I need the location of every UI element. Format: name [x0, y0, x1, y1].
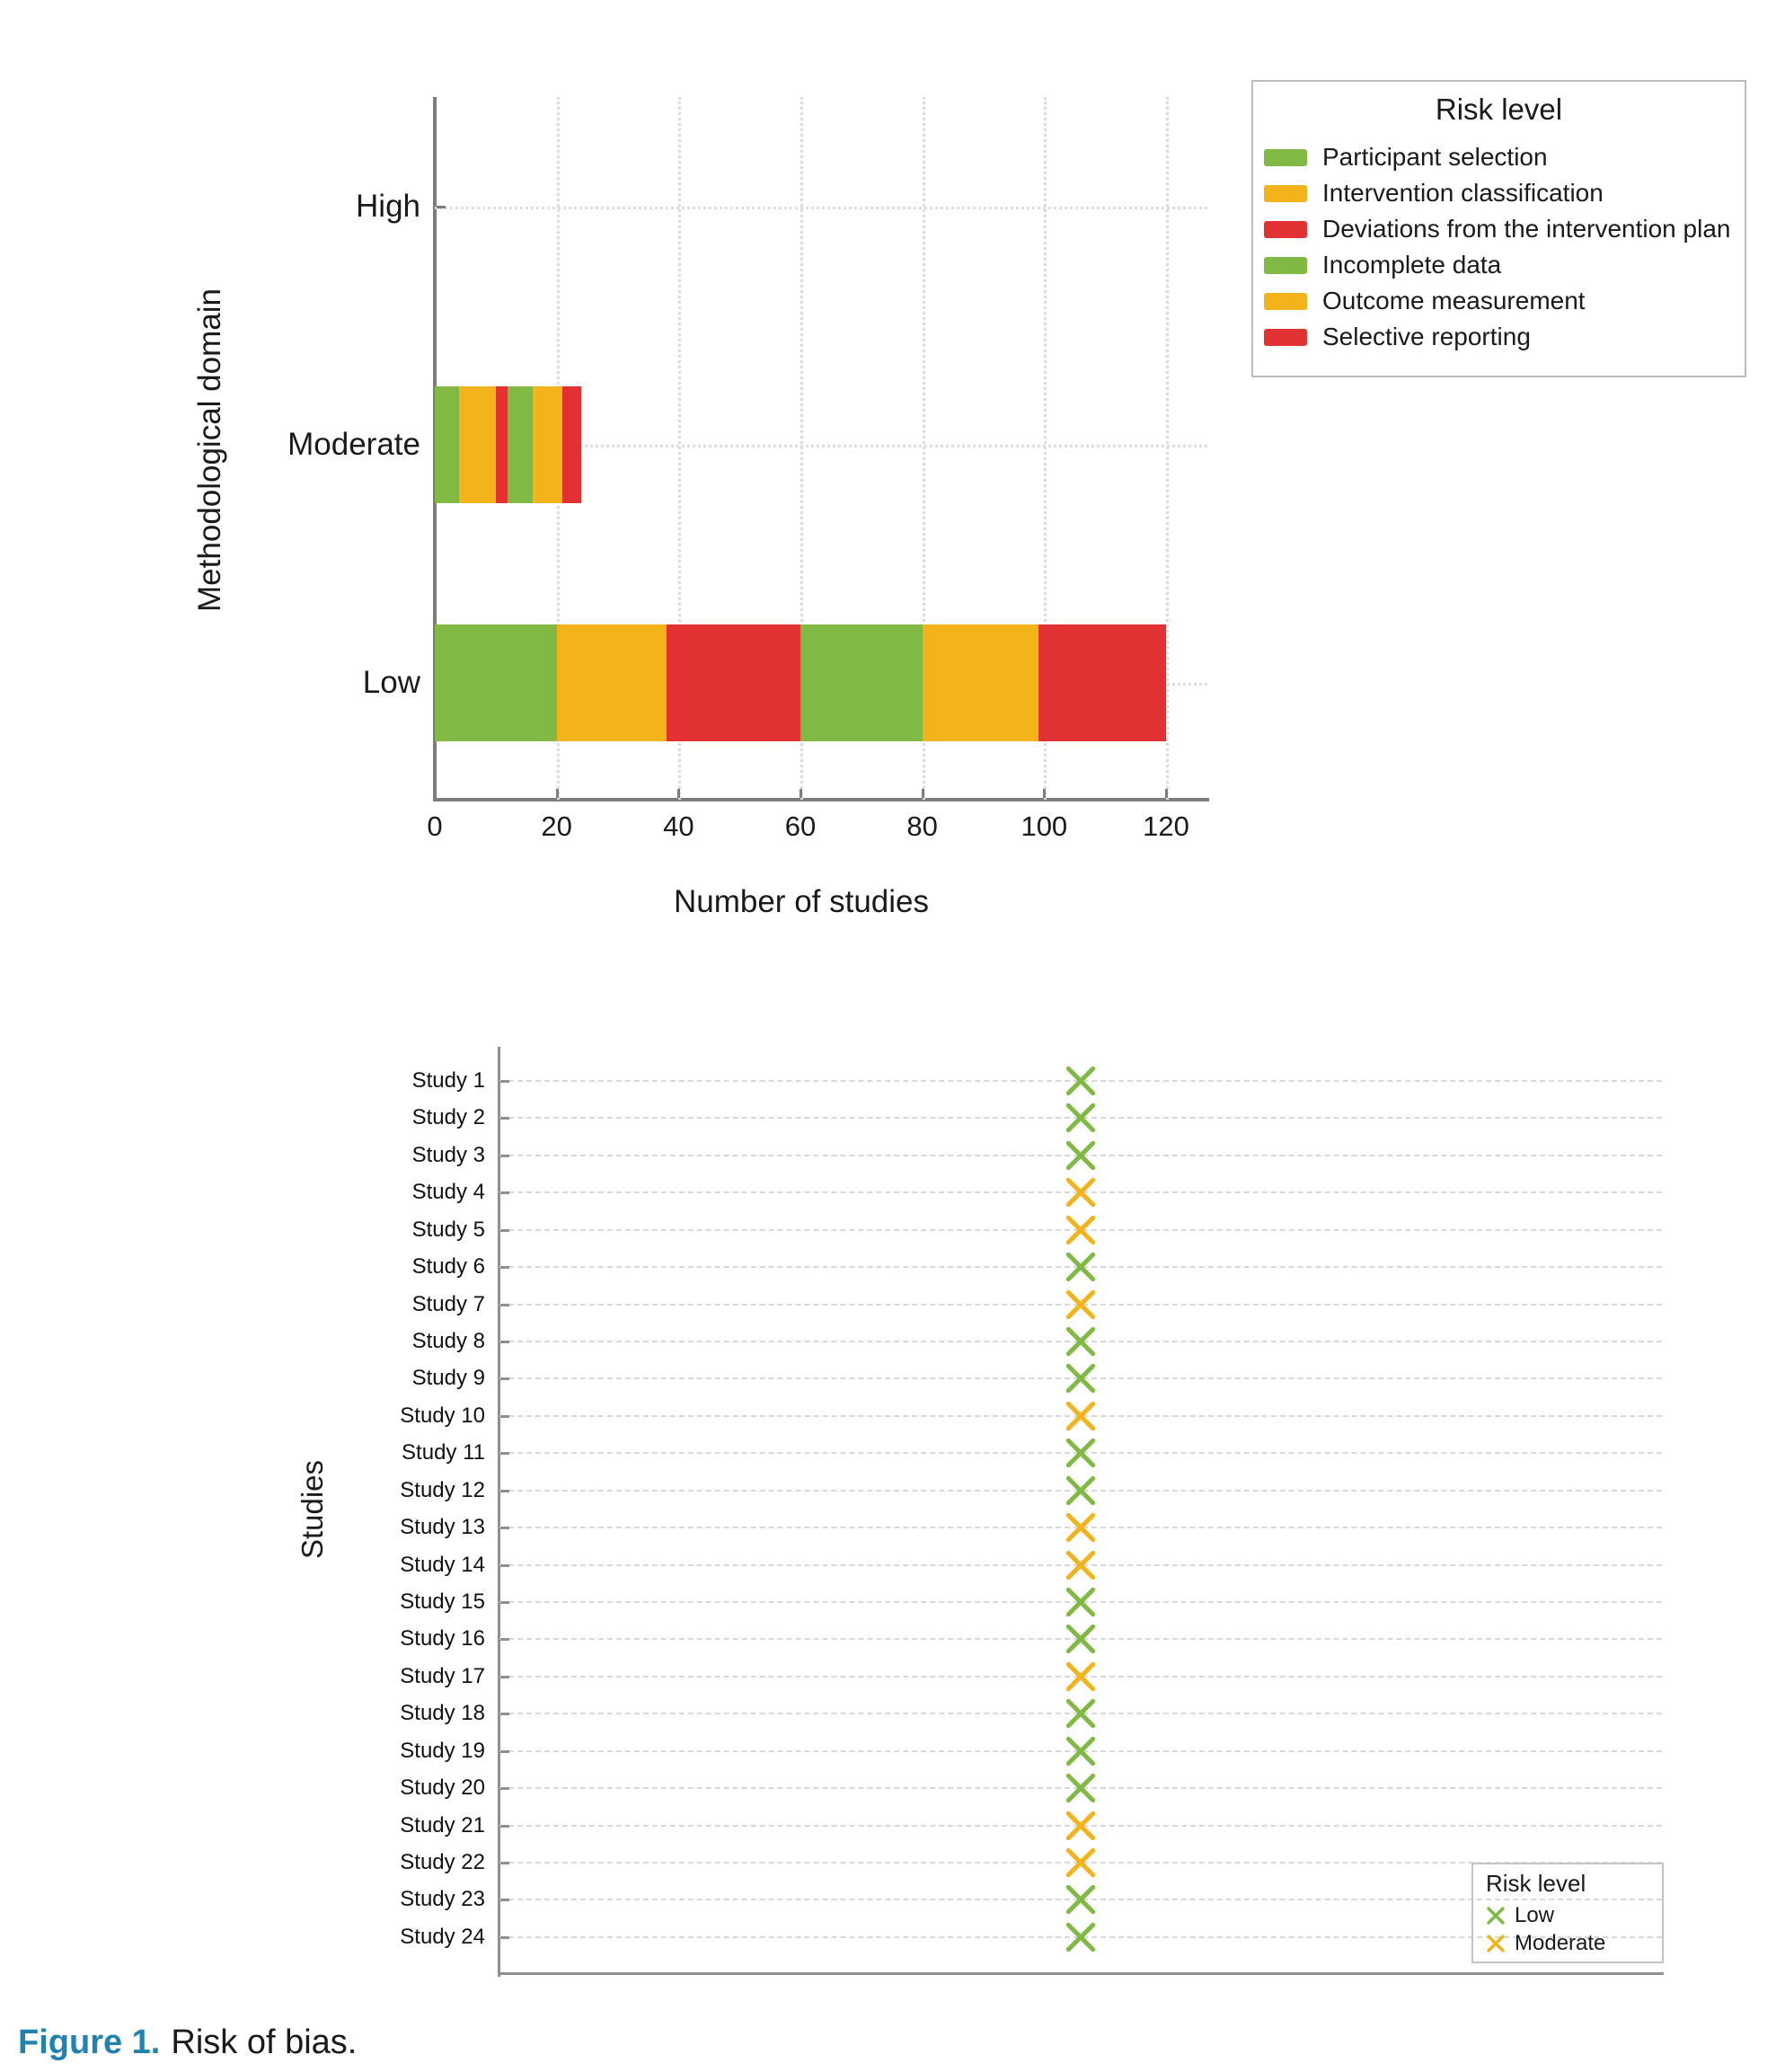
x-tick: [677, 789, 680, 798]
x-tick: [800, 789, 802, 798]
y-tick: [500, 1601, 509, 1604]
y-tick-label-study-14: Study 14: [400, 1552, 485, 1577]
y-tick-label-study-5: Study 5: [411, 1217, 485, 1242]
study-risk-legend: [1471, 1863, 1664, 1963]
caption-text: Risk of bias.: [171, 2023, 358, 2061]
y-tick-label-study-3: Study 3: [411, 1142, 485, 1167]
y-tick: [500, 1825, 509, 1828]
y-tick-label-study-13: Study 13: [400, 1515, 485, 1540]
y-tick: [500, 1750, 509, 1753]
legend-item: [1264, 283, 1745, 319]
y-tick-label-study-1: Study 1: [411, 1068, 485, 1093]
risk-marker-low: [1064, 1882, 1098, 1917]
legend-item: [1264, 319, 1745, 355]
risk-marker-low: [1064, 1585, 1098, 1619]
risk-marker-low: [1064, 1324, 1098, 1359]
risk-marker-low: [1064, 1101, 1098, 1135]
risk-marker-moderate: [1064, 1809, 1098, 1843]
legend-item-label: Moderate: [1515, 1930, 1606, 1955]
bar-segment: [533, 386, 563, 503]
x-tick-label: 40: [663, 810, 694, 842]
caption-label: Figure 1.: [18, 2023, 161, 2061]
top-x-axis-line: [433, 798, 1209, 801]
legend-swatch-orange: [1264, 185, 1307, 202]
y-tick-label-study-21: Study 21: [400, 1812, 485, 1837]
bar-segment: [435, 624, 557, 741]
x-tick: [1043, 789, 1046, 798]
x-tick: [434, 789, 437, 798]
y-tick: [500, 1564, 509, 1567]
bar-segment: [435, 386, 459, 503]
x-tick-label: 80: [906, 810, 938, 842]
bar-segment: [496, 386, 508, 503]
risk-marker-low: [1064, 1734, 1098, 1768]
legend-item-label: Deviations from the intervention plan: [1322, 215, 1731, 243]
y-tick-label-study-6: Study 6: [411, 1254, 485, 1280]
bar-segment: [800, 624, 923, 741]
y-tick-label-low: Low: [362, 665, 420, 700]
x-tick-label: 0: [427, 810, 443, 842]
legend-title: Risk level: [1486, 1870, 1586, 1897]
x-tick-label: 120: [1143, 810, 1189, 842]
study-risk-scatter-chart: [400, 1047, 1662, 1974]
risk-marker-moderate: [1064, 1213, 1098, 1247]
y-tick: [500, 1676, 509, 1678]
y-tick: [500, 1415, 509, 1418]
risk-marker-low: [1064, 1771, 1098, 1805]
risk-marker-low: [1064, 1436, 1098, 1470]
legend-item: [1264, 247, 1745, 283]
y-tick-label-study-15: Study 15: [400, 1589, 485, 1615]
y-tick-label-study-20: Study 20: [400, 1775, 485, 1801]
risk-marker-moderate: [1064, 1846, 1098, 1880]
bar-segment: [923, 624, 1038, 741]
y-tick-label-study-9: Study 9: [411, 1366, 485, 1391]
y-tick-label-study-22: Study 22: [400, 1850, 485, 1875]
y-tick-label-study-4: Study 4: [411, 1180, 485, 1205]
y-tick: [500, 1229, 509, 1232]
x-tick-label: 60: [784, 810, 817, 842]
x-tick-label: 20: [541, 810, 572, 842]
y-tick-label-study-2: Study 2: [411, 1105, 485, 1130]
risk-marker-moderate: [1064, 1660, 1098, 1694]
legend-swatch-red: [1264, 329, 1307, 346]
legend-item-label: Intervention classification: [1322, 179, 1604, 207]
legend-swatch-red: [1264, 221, 1307, 238]
risk-marker-low: [1064, 1622, 1098, 1656]
y-tick: [500, 1936, 509, 1939]
y-tick: [500, 1713, 509, 1715]
y-tick-label-study-16: Study 16: [400, 1626, 485, 1651]
y-tick-label-study-24: Study 24: [400, 1924, 485, 1949]
risk-marker-moderate: [1064, 1510, 1098, 1545]
legend-swatch-orange: [1264, 293, 1307, 310]
y-tick: [500, 1527, 509, 1529]
x-tick: [1165, 789, 1168, 798]
legend-item: [1264, 211, 1745, 247]
domain-risk-bar-chart: [287, 97, 1207, 919]
legend-item-label: Outcome measurement: [1322, 287, 1586, 314]
legend-item-label: Low: [1515, 1902, 1555, 1927]
y-tick-label-moderate: Moderate: [287, 427, 420, 462]
bar-segment: [459, 386, 496, 503]
y-tick-label-study-7: Study 7: [411, 1291, 485, 1316]
legend-item-label: Incomplete data: [1322, 251, 1502, 279]
legend-swatch-green: [1264, 149, 1307, 166]
risk-marker-low: [1064, 1250, 1098, 1284]
risk-marker-moderate: [1064, 1175, 1098, 1209]
x-tick: [556, 789, 559, 798]
figure-caption: [18, 2023, 357, 2062]
legend-item: [1486, 1929, 1662, 1957]
y-tick-label-high: High: [356, 189, 420, 224]
y-tick: [500, 1266, 509, 1269]
y-tick: [500, 1304, 509, 1306]
y-tick: [500, 1117, 509, 1120]
legend-item-label: Participant selection: [1322, 143, 1548, 171]
risk-marker-moderate: [1064, 1548, 1098, 1582]
x-marker-icon-green: [1486, 1906, 1506, 1926]
legend-title: Risk level: [1435, 93, 1563, 126]
y-tick-label-study-11: Study 11: [402, 1440, 485, 1465]
risk-marker-low: [1064, 1138, 1098, 1173]
top-x-axis-title: Number of studies: [673, 884, 930, 919]
legend-items: [1253, 139, 1745, 355]
y-tick: [500, 1080, 509, 1083]
y-tick: [500, 1787, 509, 1790]
x-marker-icon-orange: [1486, 1934, 1506, 1953]
y-tick-label-study-12: Study 12: [400, 1477, 485, 1502]
y-tick-label-study-19: Study 19: [400, 1738, 485, 1763]
y-tick-label-study-8: Study 8: [411, 1329, 485, 1353]
y-tick-label-study-23: Study 23: [400, 1887, 485, 1912]
bottom-y-axis-title: Studies: [296, 1459, 329, 1560]
bar-segment: [562, 386, 580, 503]
y-tick: [500, 1377, 509, 1380]
gridline-row-high: [435, 207, 1207, 209]
y-tick: [500, 1638, 509, 1641]
bar-segment: [1038, 624, 1166, 741]
bottom-y-axis-line: [498, 1047, 500, 1977]
risk-marker-low: [1064, 1474, 1098, 1508]
risk-marker-moderate: [1064, 1399, 1098, 1433]
bar-segment: [557, 624, 667, 741]
legend-item: [1486, 1901, 1662, 1929]
risk-marker-low: [1064, 1920, 1098, 1954]
risk-marker-low: [1064, 1696, 1098, 1731]
legend-item: [1264, 175, 1745, 211]
y-tick: [437, 206, 446, 208]
y-tick-label-study-18: Study 18: [400, 1701, 485, 1726]
y-tick: [500, 1862, 509, 1864]
top-y-axis-title: Methodological domain: [192, 288, 227, 612]
risk-marker-low: [1064, 1361, 1098, 1395]
legend-items: [1486, 1901, 1662, 1957]
legend-item-label: Selective reporting: [1322, 323, 1531, 350]
y-tick-label-study-17: Study 17: [400, 1663, 485, 1688]
y-tick: [500, 1490, 509, 1492]
y-tick: [500, 1899, 509, 1901]
bar-segment: [667, 624, 800, 741]
legend-item: [1264, 139, 1745, 175]
risk-marker-low: [1064, 1064, 1098, 1098]
y-tick-label-study-10: Study 10: [400, 1403, 485, 1428]
risk-level-legend: [1251, 80, 1746, 377]
x-tick-label: 100: [1021, 810, 1068, 842]
legend-swatch-green: [1264, 257, 1307, 274]
gridline-x-120: [1166, 97, 1169, 800]
y-tick: [500, 1155, 509, 1157]
y-tick: [500, 1191, 509, 1194]
bar-segment: [508, 386, 532, 503]
y-tick: [500, 1452, 509, 1455]
bottom-x-axis-line: [498, 1972, 1664, 1975]
x-tick: [922, 789, 924, 798]
risk-marker-moderate: [1064, 1288, 1098, 1322]
y-tick: [500, 1341, 509, 1343]
